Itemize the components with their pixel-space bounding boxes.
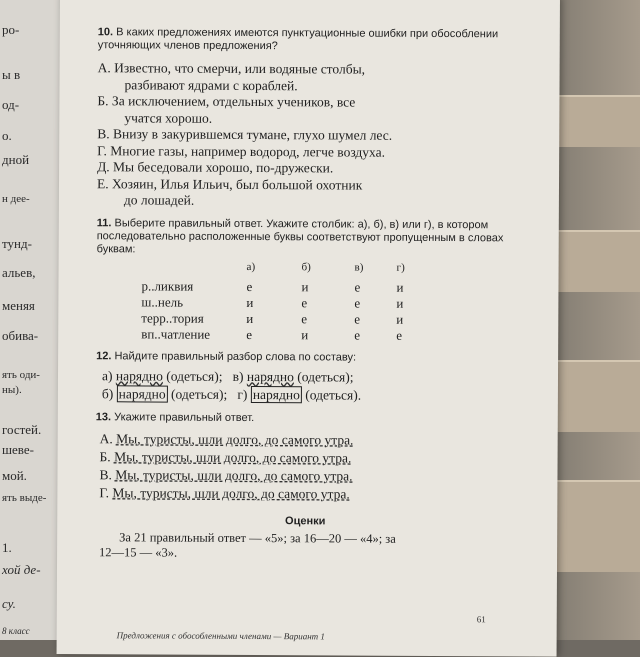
left-fragment: ы в — [2, 67, 21, 82]
option-label: В. — [97, 126, 110, 142]
parsed-word: нарядно — [246, 368, 294, 384]
question-13-prompt — [96, 411, 516, 426]
left-fragment: н дее- — [2, 193, 30, 205]
table-cell: е — [246, 278, 253, 294]
question-11-prompt — [97, 217, 517, 258]
table-cell: и — [246, 294, 254, 310]
option-label: Б. — [97, 93, 109, 109]
left-fragment: 1. — [2, 540, 12, 555]
table-cell: и — [396, 279, 404, 295]
option-label: Б. — [99, 448, 111, 464]
table-word: вп..чатление — [141, 325, 211, 342]
left-fragment: обива- — [2, 328, 39, 343]
page-content — [95, 26, 518, 562]
table-cell: е — [354, 311, 361, 327]
background-shelf — [550, 95, 640, 147]
left-fragment: дной — [2, 152, 30, 167]
table-cell: и — [396, 311, 404, 327]
option-item — [100, 430, 516, 450]
option-item — [98, 60, 518, 79]
column-header: в) — [354, 261, 364, 274]
option-text: Мы, туристы, шли долго, до самого утра. — [116, 430, 354, 448]
left-fragment: ро- — [2, 22, 20, 37]
option-text: Известно, что смерчи, или водяные столбы, — [114, 60, 366, 77]
grades-line: 12—15 — «3». — [99, 544, 178, 560]
question-text: Найдите правильный разбор слова по составу: — [114, 349, 357, 364]
parsed-word: нарядно — [115, 367, 163, 384]
question-number: 11. — [96, 216, 112, 229]
left-fragment: 8 класс — [2, 626, 30, 636]
option-label: А. — [99, 430, 113, 446]
option-text: Мы, туристы, шли долго, до самого утра. — [114, 448, 352, 466]
table-cell: е — [301, 310, 308, 326]
option-continuation: до лошадей. — [123, 192, 195, 208]
table-cell: е — [246, 326, 253, 342]
grades-title: Оценки — [285, 514, 326, 527]
option-label: Е. — [96, 175, 109, 191]
option-row — [102, 385, 516, 405]
table-cell: и — [396, 295, 404, 311]
left-fragment: мой. — [2, 468, 27, 483]
table-cell: и — [246, 310, 254, 326]
option-text: За исключением, отдельных учеников, все — [111, 93, 356, 110]
left-fragment: од- — [2, 97, 20, 112]
letters-table — [96, 260, 516, 344]
option-text: Хозяин, Илья Ильич, был большой охотник — [111, 175, 363, 193]
option-label: Д. — [97, 159, 110, 175]
option-label: а) — [101, 367, 113, 383]
page-number: 61 — [476, 614, 486, 625]
table-word: р..ликвия — [141, 277, 194, 294]
question-text: Выберите правильный ответ. Укажите столбик: а), б), в) или г), в котором последовательно расположенные буквы соответствуют пропущенным в словах буквам: — [96, 216, 504, 255]
background-shelf — [550, 480, 640, 572]
option-item — [99, 484, 515, 504]
background-shelf — [550, 230, 640, 292]
column-header: г) — [396, 261, 405, 274]
option-continuation: разбивают ядрами с кораблей. — [124, 76, 298, 93]
grades-text — [95, 530, 515, 562]
question-13-options — [95, 430, 515, 504]
table-cell: е — [354, 327, 361, 343]
question-number: 12. — [96, 349, 112, 362]
left-fragment: ны). — [2, 384, 22, 396]
option-text: Мы беседовали хорошо, по-дружески. — [113, 159, 334, 176]
left-fragment: ять выде- — [2, 492, 47, 504]
option-label: в) — [232, 368, 244, 384]
left-fragment: гостей. — [2, 422, 42, 437]
left-fragment: тунд- — [2, 236, 32, 251]
left-fragment: меняя — [2, 298, 35, 313]
question-12-prompt — [96, 350, 516, 365]
left-fragment: шеве- — [2, 442, 34, 457]
table-cell: е — [301, 294, 308, 310]
left-fragment: су. — [2, 596, 16, 611]
option-text: (одеться); — [297, 368, 354, 385]
question-10-options — [97, 60, 518, 211]
option-text: Мы, туристы, шли долго, до самого утра. — [112, 484, 350, 502]
table-cell: е — [396, 327, 403, 343]
column-header: б) — [301, 260, 311, 273]
left-fragment: ять оди- — [2, 369, 40, 381]
option-label: Г. — [97, 142, 107, 158]
option-text: Многие газы, например водород, легче воздуха. — [110, 142, 386, 160]
option-text: (одеться); — [166, 368, 223, 384]
option-item — [99, 466, 515, 486]
option-row — [102, 367, 516, 387]
table-cell: е — [354, 279, 361, 295]
option-item — [97, 93, 517, 112]
left-page — [0, 0, 62, 640]
left-fragment: о. — [2, 128, 12, 143]
question-10-prompt — [98, 26, 518, 54]
option-text: (одеться); — [171, 386, 228, 402]
option-label: г) — [237, 386, 248, 402]
option-text: (одеться). — [305, 386, 362, 403]
column-header: а) — [246, 260, 256, 273]
left-fragment: хой де- — [2, 562, 41, 577]
question-number: 13. — [95, 410, 112, 423]
table-word: ш..нель — [141, 293, 184, 310]
option-label: В. — [99, 466, 112, 482]
option-item — [100, 448, 516, 468]
table-word: терр..тория — [141, 309, 204, 326]
option-label: Г. — [99, 484, 110, 500]
question-number: 10. — [97, 26, 114, 39]
parsed-word: нарядно — [251, 386, 302, 403]
table-cell: е — [354, 295, 361, 311]
option-text: Мы, туристы, шли долго, до самого утра. — [115, 466, 353, 484]
table-cell: и — [301, 278, 309, 294]
table-cell: и — [301, 326, 309, 342]
option-label: б) — [101, 385, 114, 401]
question-text: В каких предложениях имеются пунктуационные ошибки при обособлении уточняющих членов предложения? — [97, 26, 499, 53]
parsed-word: нарядно — [117, 385, 168, 402]
option-label: А. — [97, 60, 111, 76]
question-text: Укажите правильный ответ. — [114, 410, 255, 424]
option-text: Внизу в закурившемся тумане, глухо шумел лес. — [112, 126, 393, 143]
grades-line: За 21 правильный ответ — «5»; за 16—20 — «4»; за — [119, 529, 396, 546]
question-12-options — [96, 367, 516, 405]
textbook-page — [57, 0, 560, 657]
option-continuation: учатся хорошо. — [124, 109, 213, 126]
running-title: Предложения с обособленными членами — Вариант 1 — [116, 630, 325, 642]
background-shelf — [550, 360, 640, 432]
left-fragment: альев, — [2, 265, 36, 280]
